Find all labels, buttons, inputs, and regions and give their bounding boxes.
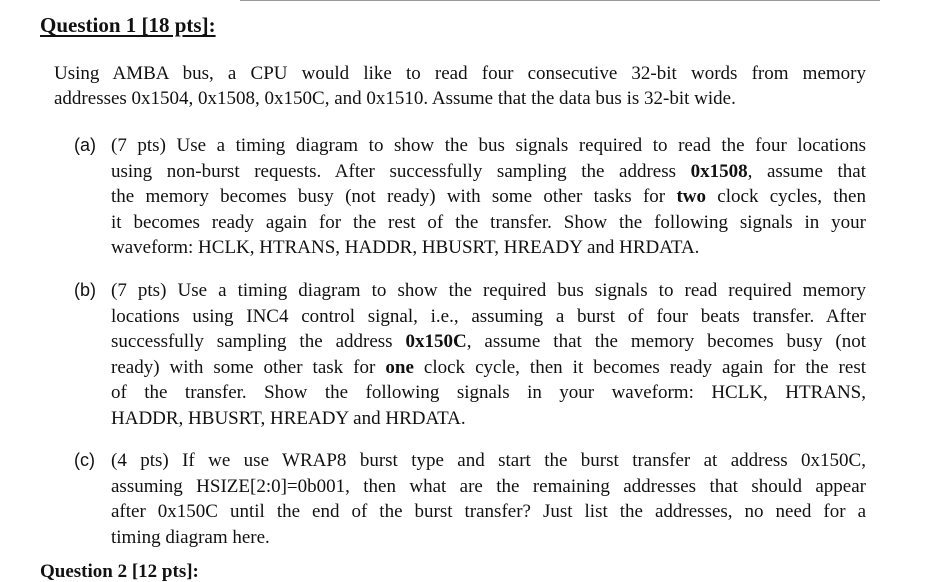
next-question-heading-cut: Question 2 [12 pts]: bbox=[40, 561, 199, 582]
part-line: ready) with some other task for one clock cycle, then it becomes ready again for the rest bbox=[111, 356, 866, 378]
emphasis: 0x1508 bbox=[690, 160, 748, 182]
part-body bbox=[111, 278, 866, 432]
part-line: successfully sampling the address 0x150C, assume that the memory becomes busy (not bbox=[111, 331, 866, 353]
part-line: (4 pts) If we use WRAP8 burst type and start the burst transfer at address 0x150C, bbox=[111, 450, 866, 471]
part-line: (7 pts) Use a timing diagram to show the required bus signals to read required memory bbox=[111, 280, 866, 301]
part-body bbox=[111, 133, 866, 261]
emphasis: one bbox=[385, 356, 414, 378]
question-intro bbox=[54, 61, 866, 111]
part-line: it becomes ready again for the rest of the transfer. Show the following signals in your bbox=[111, 211, 866, 233]
part-label: (b) bbox=[74, 280, 96, 300]
part-line: after 0x150C until the end of the burst transfer? Just list the addresses, no need for a bbox=[111, 501, 866, 523]
intro-line: addresses 0x1504, 0x1508, 0x150C, and 0x1510. Assume that the data bus is 32-bit wide. bbox=[54, 88, 736, 109]
part-line: waveform: HCLK, HTRANS, HADDR, HBUSRT, HREADY and HRDATA. bbox=[111, 237, 700, 259]
part-line: the memory becomes busy (not ready) with some other tasks for two clock cycles, then bbox=[111, 186, 866, 208]
intro-line: Using AMBA bus, a CPU would like to read four consecutive 32-bit words from memory bbox=[54, 63, 866, 84]
emphasis: two bbox=[676, 186, 706, 208]
part-line: locations using INC4 control signal, i.e., assuming a burst of four beats transfer. After bbox=[111, 305, 866, 327]
question-heading: Question 1 [18 pts]: bbox=[40, 13, 216, 37]
part-label: (a) bbox=[74, 135, 96, 155]
emphasis: 0x150C bbox=[405, 331, 467, 353]
top-rule bbox=[240, 0, 880, 1]
part-label: (c) bbox=[74, 450, 95, 470]
part-line: HADDR, HBUSRT, HREADY and HRDATA. bbox=[111, 407, 466, 429]
part-line: timing diagram here. bbox=[111, 526, 270, 548]
part-line: of the transfer. Show the following signals in your waveform: HCLK, HTRANS, bbox=[111, 382, 866, 404]
part-line: (7 pts) Use a timing diagram to show the bus signals required to read the four locations bbox=[111, 135, 866, 156]
part-line: using non-burst requests. After successfully sampling the address 0x1508, assume that bbox=[111, 160, 866, 182]
part-line: assuming HSIZE[2:0]=0b001, then what are the remaining addresses that should appear bbox=[111, 475, 866, 497]
part-body bbox=[111, 448, 866, 550]
